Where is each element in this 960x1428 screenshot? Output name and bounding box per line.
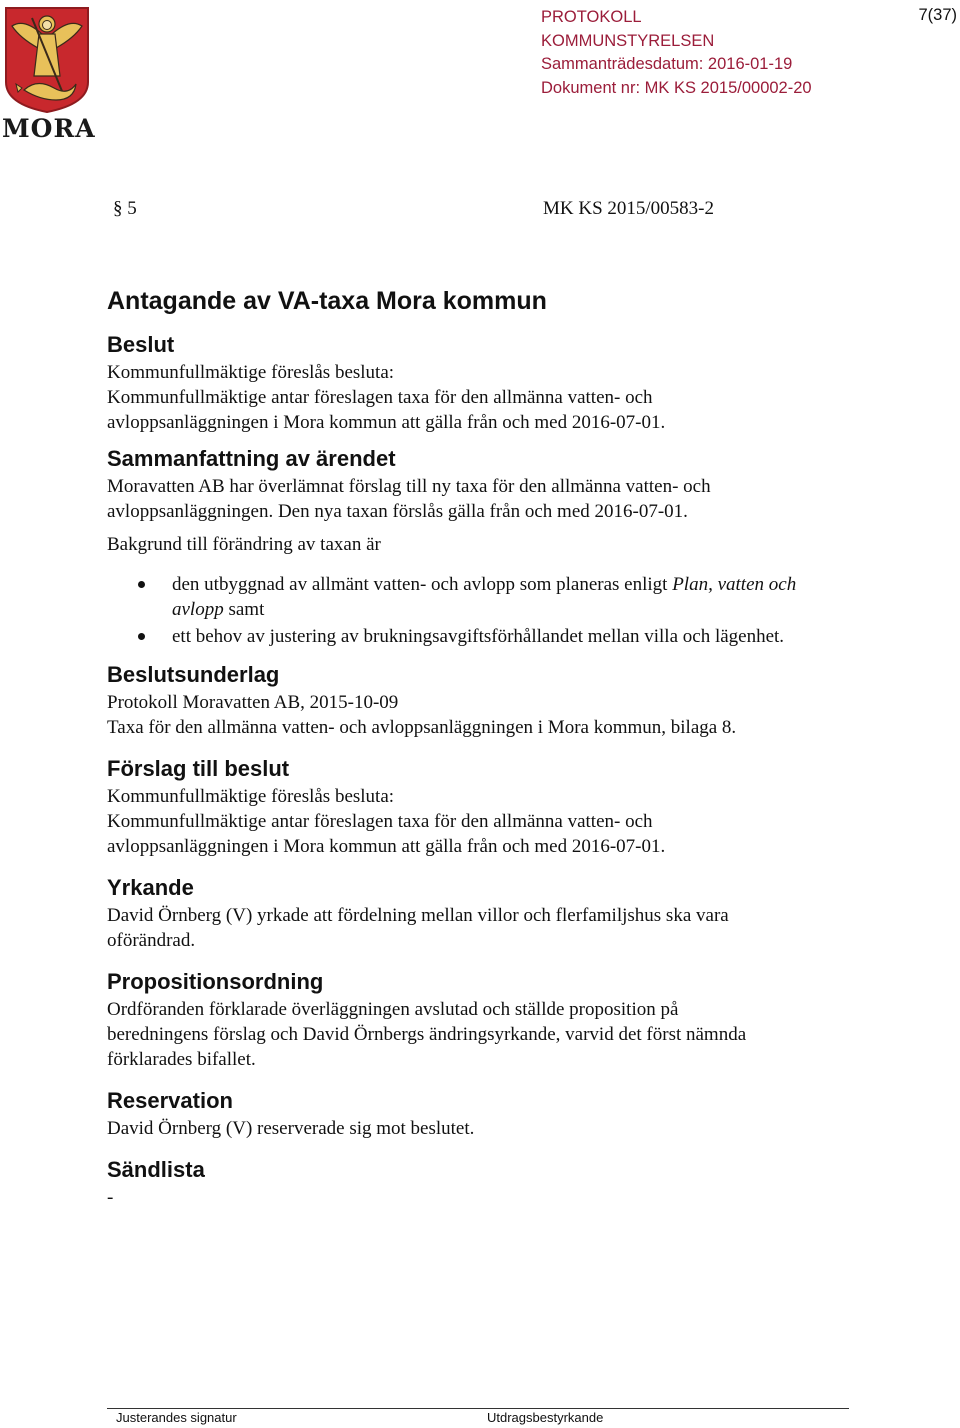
- case-number: MK KS 2015/00583-2: [543, 198, 715, 219]
- section-reservation: [107, 1086, 847, 1141]
- body-line: Taxa för den allmänna vatten- och avloppsanläggningen i Mora kommun, bilaga 8.: [107, 717, 737, 738]
- list-item: [107, 572, 847, 622]
- bullet-list: [107, 572, 847, 649]
- doc-type: PROTOKOLL: [541, 8, 642, 26]
- section-heading: Sammanfattning av ärendet: [107, 446, 396, 471]
- section-beslutsunderlag: [107, 660, 847, 740]
- signature-label: Justerandes signatur: [116, 1410, 237, 1425]
- bullet-icon: [138, 581, 145, 588]
- main-content: [107, 284, 847, 1210]
- body-line: Kommunfullmäktige föreslås besluta:: [107, 786, 395, 807]
- page-number: 7(37): [918, 6, 957, 24]
- footer-divider: [107, 1408, 849, 1409]
- section-propositionsordning: [107, 967, 847, 1072]
- section-beslut: [107, 330, 847, 435]
- section-forslag: [107, 754, 847, 859]
- section-heading: Yrkande: [107, 875, 194, 900]
- document-number: Dokument nr: MK KS 2015/00002-20: [541, 78, 812, 97]
- logo-wordmark: MORA: [2, 114, 96, 143]
- coat-of-arms-icon: [2, 4, 92, 116]
- body-line: Ordföranden förklarade överläggningen avslutad och ställde proposition på: [107, 999, 679, 1020]
- background-intro: Bakgrund till förändring av taxan är: [107, 534, 381, 555]
- page-title: Antagande av VA-taxa Mora kommun: [107, 287, 547, 315]
- section-heading: Sändlista: [107, 1157, 205, 1182]
- list-item: [107, 624, 847, 649]
- body-line: oförändrad.: [107, 930, 196, 951]
- organ-name: KOMMUNSTYRELSEN: [541, 31, 715, 50]
- bullet-text: den utbyggnad av allmänt vatten- och avlopp som planeras enligt: [172, 574, 673, 595]
- body-line: Kommunfullmäktige antar föreslagen taxa för den allmänna vatten- och: [107, 387, 653, 408]
- section-heading: Beslutsunderlag: [107, 662, 280, 687]
- plan-reference: Plan, vatten och avlopp: [172, 574, 797, 620]
- body-line: David Örnberg (V) yrkade att fördelning mellan villor och flerfamiljshus ska vara: [107, 905, 729, 926]
- body-line: Protokoll Moravatten AB, 2015-10-09: [107, 692, 399, 713]
- section-heading: Reservation: [107, 1088, 233, 1113]
- body-line: beredningens förslag och David Örnbergs ändringsyrkande, varvid det först nämnda: [107, 1024, 747, 1045]
- bullet-icon: [138, 633, 145, 640]
- body-line: Moravatten AB har överlämnat förslag till ny taxa för den allmänna vatten- och: [107, 476, 711, 497]
- body-line: avloppsanläggningen i Mora kommun att gälla från och med 2016-07-01.: [107, 836, 666, 857]
- body-line: Kommunfullmäktige föreslås besluta:: [107, 362, 395, 383]
- body-line: David Örnberg (V) reserverade sig mot beslutet.: [107, 1118, 475, 1139]
- meeting-date: Sammanträdesdatum: 2016-01-19: [541, 55, 793, 73]
- body-line: förklarades bifallet.: [107, 1049, 256, 1070]
- body-line: avloppsanläggningen. Den nya taxan förslås gälla från och med 2016-07-01.: [107, 501, 688, 522]
- bullet-text: ett behov av justering av brukningsavgiftsförhållandet mellan villa och lägenhet.: [172, 626, 785, 647]
- document-header: [541, 6, 812, 100]
- section-heading: Propositionsordning: [107, 969, 324, 994]
- body-line: avloppsanläggningen i Mora kommun att gälla från och med 2016-07-01.: [107, 412, 666, 433]
- bullet-text: samt: [223, 599, 265, 620]
- section-yrkande: [107, 873, 847, 953]
- section-sandlista: [107, 1155, 847, 1210]
- body-line: Kommunfullmäktige antar föreslagen taxa för den allmänna vatten- och: [107, 811, 653, 832]
- section-heading: Förslag till beslut: [107, 756, 290, 781]
- section-sammanfattning: [107, 444, 847, 649]
- section-heading: Beslut: [107, 332, 175, 357]
- certification-label: Utdragsbestyrkande: [487, 1410, 604, 1425]
- body-line: -: [107, 1187, 114, 1208]
- paragraph-number: § 5: [113, 198, 137, 219]
